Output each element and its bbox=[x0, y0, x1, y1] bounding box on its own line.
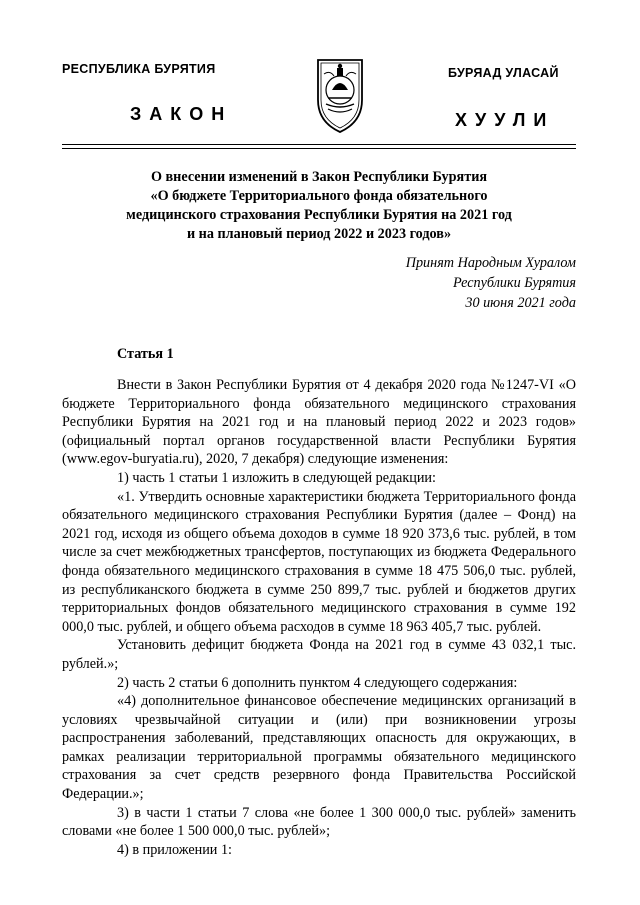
adoption-note bbox=[340, 253, 576, 313]
paragraph-item-3: 3) в части 1 статьи 7 слова «не более 1 300 000,0 тыс. рублей» заменить словами «не более 1 500 000,0 тыс. рублей»; bbox=[62, 804, 576, 840]
law-title-line: медицинского страхования Республики Бурятия на 2021 год bbox=[126, 207, 512, 223]
coat-of-arms-icon bbox=[310, 52, 370, 134]
paragraph-item-1: 1) часть 1 статьи 1 изложить в следующей редакции: bbox=[117, 469, 436, 486]
law-title-line: О внесении изменений в Закон Республики Бурятия bbox=[150, 169, 488, 185]
law-title bbox=[62, 168, 576, 244]
paragraph-quote-1: «1. Утвердить основные характеристики бюджета Территориального фонда обязательного медицинского страхования Республики Бурятия (далее – Фонд) на 2021 год, исходя из общего объема доходов в сумме 18 920 373,6 тыс. рублей, в том числе за счет межбюджетных трансфертов, поступающих из бюджета Федерального фонда обязательного медицинского страхования в сумме 18 475 506,0 тыс. рублей, из республиканского бюджета в сумме 250 899,7 тыс. рублей и бюджетов других территориальных фондов обязательного медицинского страхования в сумме 192 000,0 тыс. рублей, и общего объема расходов в сумме 18 963 405,7 тыс. рублей. bbox=[62, 488, 576, 635]
republic-name-ru: РЕСПУБЛИКА БУРЯТИЯ bbox=[62, 62, 216, 76]
article-body bbox=[62, 376, 576, 859]
paragraph-deficit: Установить дефицит бюджета Фонда на 2021 год в сумме 43 032,1 тыс. рублей.»; bbox=[62, 637, 576, 672]
adoption-line: 30 июня 2021 года bbox=[465, 295, 576, 311]
law-label-bua: ХУУЛИ bbox=[455, 110, 555, 130]
paragraph-quote-2: «4) дополнительное финансовое обеспечение медицинских организаций в условиях чрезвычайной ситуации и (или) при возникновении угрозы распространения заболеваний, представляющих опасность для окружающих, в рамках реализации территориальной программы обязательного медицинского страхования за счет средств резервного фонда Правительства Российской Федерации.»; bbox=[62, 693, 576, 803]
header-divider-thin bbox=[62, 148, 576, 149]
adoption-line: Принят Народным Хуралом bbox=[405, 255, 576, 271]
header-divider-thick bbox=[62, 144, 576, 145]
law-label-ru: ЗАКОН bbox=[130, 104, 233, 124]
article-heading: Статья 1 bbox=[117, 346, 174, 362]
law-title-line: «О бюджете Территориального фонда обязательного bbox=[150, 188, 488, 204]
law-title-line: и на плановый период 2022 и 2023 годов» bbox=[186, 226, 452, 242]
paragraph-intro: Внести в Закон Республики Бурятия от 4 декабря 2020 года №1247-VI «О бюджете Территориального фонда обязательного медицинского страхования Республики Бурятия на 2021 год и на плановый период 2022 и 2023 годов» (официальный портал органов государственной власти Республики Бурятия (www.egov-buryatia.ru), 2020, 7 декабря) следующие изменения: bbox=[62, 377, 576, 468]
paragraph-item-4: 4) в приложении 1: bbox=[117, 841, 232, 858]
paragraph-item-2: 2) часть 2 статьи 6 дополнить пунктом 4 следующего содержания: bbox=[117, 674, 518, 691]
republic-name-bua: БУРЯАД УЛАСАЙ bbox=[448, 66, 559, 80]
adoption-line: Республики Бурятия bbox=[452, 275, 576, 291]
